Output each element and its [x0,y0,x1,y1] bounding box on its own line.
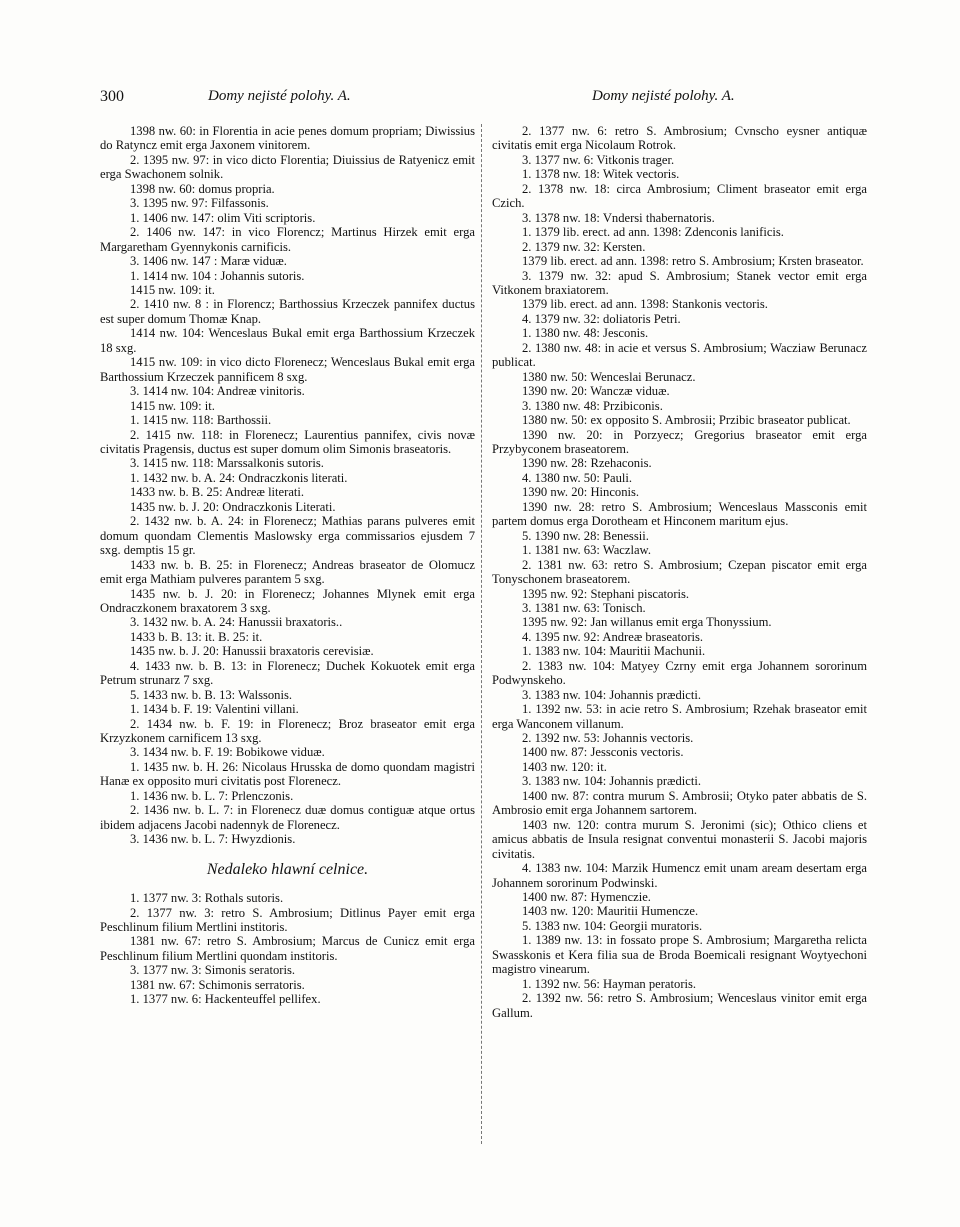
entry: 2. 1415 nw. 118: in Florenecz; Laurentius pannifex, civis novæ civitatis Pragensis, ductus est super domum olim Simonis braseatoris. [100,427,475,456]
entry: 1403 nw. 120: it. [522,759,607,774]
entry: 1400 nw. 87: contra murum S. Ambrosii; Otyko pater abbatis de S. Ambrosio emit erga Johannem sartorem. [492,788,867,818]
right-column [492,124,867,1020]
entry: 1. 1377 nw. 3: Rothals sutoris. [130,891,284,906]
entry: 2. 1432 nw. b. A. 24: in Florenecz; Mathias parans pulveres emit domum quondam Clementis Maslowsky erga commissarios ejusdem 7 sxg. demptis 15 gr. [100,514,475,558]
entry: 3. 1436 nw. b. L. 7: Hwyzdionis. [130,832,296,847]
entry: 3. 1383 nw. 104: Johannis prædicti. [522,687,701,702]
entry: 1390 nw. 20: Wanczæ viduæ. [522,384,670,399]
entry: 1379 lib. erect. ad ann. 1398: Stankonis vectoris. [522,297,768,312]
entry: 1. 1381 nw. 63: Waczlaw. [522,543,651,558]
left-column [100,124,475,1007]
entry: 3. 1434 nw. b. F. 19: Bobikowe viduæ. [130,745,325,760]
entry: 2. 1379 nw. 32: Kersten. [522,239,646,254]
entry: 1398 nw. 60: in Florentia in acie penes domum propriam; Diwissius do Ratyncz emit erga Jaxonem vinitorem. [100,124,475,153]
entry: 3. 1379 nw. 32: apud S. Ambrosium; Stanek vector emit erga Vitkonem braxiatorem. [492,268,867,297]
entry: 1415 nw. 109: in vico dicto Florenecz; Wenceslaus Bukal emit erga Barthossium Krzeczek pannificem 8 sxg. [100,355,475,384]
entry: 2. 1392 nw. 53: Johannis vectoris. [522,731,694,746]
entry: 4. 1383 nw. 104: Marzik Humencz emit unam aream desertam erga Johannem sororinum Podwinski. [492,861,867,890]
entry: 1390 nw. 28: Rzehaconis. [522,456,652,471]
entry: 1380 nw. 50: Wenceslai Berunacz. [522,369,696,384]
page-header [100,88,800,108]
entry: 4. 1380 nw. 50: Pauli. [522,470,633,485]
entry: 1. 1380 nw. 48: Jesconis. [522,326,649,341]
entry: 2. 1383 nw. 104: Matyey Czrny emit erga Johannem sororinum Podwynskeho. [492,658,867,688]
entry: 1381 nw. 67: retro S. Ambrosium; Marcus de Cunicz emit erga Peschlinum filium Mertlini quondam institoris. [100,934,475,963]
entry: 1. 1389 nw. 13: in fossato prope S. Ambrosium; Margaretha relicta Swasskonis et Kera filia sua de Broda Boemicali resignant Woytyechoni magistro vinearum. [492,933,867,977]
entry: 3. 1432 nw. b. A. 24: Hanussii braxatoris.. [130,615,343,630]
entry: 1435 nw. b. J. 20: Hanussii braxatoris cerevisiæ. [130,644,374,659]
entry: 1. 1383 nw. 104: Mauritii Machunii. [522,644,706,659]
entry: 4. 1379 nw. 32: doliatoris Petri. [522,311,681,326]
column-divider [481,124,482,1144]
entry: 1. 1392 nw. 53: in acie retro S. Ambrosium; Rzehak braseator emit erga Wanconem villanum. [492,702,867,731]
entry: 1400 nw. 87: Hymenczie. [522,890,651,905]
page-number: 300 [100,88,124,105]
entry: 2. 1392 nw. 56: retro S. Ambrosium; Wenceslaus vinitor emit erga Gallum. [492,991,867,1020]
entry: 1. 1406 nw. 147: olim Viti scriptoris. [130,210,316,225]
entry: 3. 1380 nw. 48: Przibiconis. [522,398,663,413]
entry: 3. 1414 nw. 104: Andreæ vinitoris. [130,384,305,399]
entry: 1433 b. B. 13: it. B. 25: it. [130,629,263,644]
entry: 2. 1410 nw. 8 : in Florencz; Barthossius Krzeczek pannifex ductus est super domum Thomæ Knap. [100,297,475,326]
entry: 3. 1383 nw. 104: Johannis prædicti. [522,774,701,789]
entry: 4. 1395 nw. 92: Andreæ braseatoris. [522,629,704,644]
entry: 2. 1434 nw. b. F. 19: in Florenecz; Broz braseator emit erga Krzyzkonem carnificem 13 sxg. [100,716,475,746]
entry: 2. 1381 nw. 63: retro S. Ambrosium; Czepan piscator emit erga Tonyschonem braseatorem. [492,557,867,587]
entry: 5. 1433 nw. b. B. 13: Walssonis. [130,687,293,702]
entry: 1433 nw. b. B. 25: Andreæ literati. [130,485,305,500]
entry: 1381 nw. 67: Schimonis serratoris. [130,977,305,992]
entry: 2. 1406 nw. 147: in vico Florencz; Martinus Hirzek emit erga Margaretham Gyennykonis carnificis. [100,225,475,254]
entry: 2. 1395 nw. 97: in vico dicto Florentia; Diuissius de Ratyenicz emit erga Swachonem solnik. [100,152,475,182]
entry: 1395 nw. 92: Jan willanus emit erga Thonyssium. [522,615,772,630]
entry: 1435 nw. b. J. 20: in Florenecz; Johannes Mlynek emit erga Ondraczkonem braxatorem 3 sxg. [100,586,475,615]
entry: 1379 lib. erect. ad ann. 1398: retro S. Ambrosium; Krsten braseator. [522,254,864,269]
entry: 1390 nw. 20: in Porzyecz; Gregorius braseator emit erga Przybyconem braseatorem. [492,427,867,456]
entry: 1395 nw. 92: Stephani piscatoris. [522,586,690,601]
entry: 1. 1379 lib. erect. ad ann. 1398: Zdenconis lanificis. [522,225,784,240]
section-title: Nedaleko hlawní celnice. [206,860,369,878]
entry: 2. 1377 nw. 3: retro S. Ambrosium; Ditlinus Payer emit erga Peschlinum filium Mertlini institoris. [100,905,475,935]
entry: 1415 nw. 109: it. [130,282,215,297]
entry: 1433 nw. b. B. 25: in Florenecz; Andreas braseator de Olomucz emit erga Mathiam pulveres parantem 5 sxg. [100,557,475,587]
entry: 1. 1434 b. F. 19: Valentini villani. [130,702,299,717]
entry: 3. 1377 nw. 6: Vitkonis trager. [522,152,675,167]
entry: 3. 1406 nw. 147 : Maræ viduæ. [130,254,287,269]
entry: 1. 1378 nw. 18: Witek vectoris. [522,167,680,182]
entry: 1403 nw. 120: contra murum S. Jeronimi (sic); Othico cliens et amicus abbatis de Insula resignat conventui monasterii S. Jacobi majoris civitatis. [492,817,867,861]
entry: 1. 1432 nw. b. A. 24: Ondraczkonis literati. [130,470,348,485]
entry: 1. 1436 nw. b. L. 7: Prlenczonis. [130,788,294,803]
entry: 5. 1383 nw. 104: Georgii muratoris. [522,918,703,933]
entry: 3. 1381 nw. 63: Tonisch. [522,600,646,615]
entry: 2. 1378 nw. 18: circa Ambrosium; Climent braseator emit erga Czich. [492,181,867,211]
entry: 5. 1390 nw. 28: Benessii. [522,528,649,543]
entry: 3. 1377 nw. 3: Simonis seratoris. [130,963,295,978]
entry: 1398 nw. 60: domus propria. [130,181,275,196]
entry: 2. 1380 nw. 48: in acie et versus S. Ambrosium; Wacziaw Berunacz publicat. [492,340,867,370]
entry: 1. 1415 nw. 118: Barthossii. [130,413,272,428]
entry: 1435 nw. b. J. 20: Ondraczkonis Literati. [130,499,336,514]
running-head-left: Domy nejisté polohy. A. [208,88,351,104]
entry: 1. 1435 nw. b. H. 26: Nicolaus Hrusska de domo quondam magistri Hanæ ex opposito muri civitatis post Florenecz. [100,759,475,789]
entry: 1403 nw. 120: Mauritii Humencze. [522,904,699,919]
entry: 1414 nw. 104: Wenceslaus Bukal emit erga Barthossium Krzeczek 18 sxg. [100,326,475,355]
entry: 4. 1433 nw. b. B. 13: in Florenecz; Duchek Kokuotek emit erga Petrum strunarz 7 sxg. [100,658,475,688]
entry: 2. 1377 nw. 6: retro S. Ambrosium; Cvnscho eysner antiquæ civitatis emit erga Nicolaum Rotrok. [492,124,867,153]
entry: 1. 1414 nw. 104 : Johannis sutoris. [130,268,305,283]
entry: 1390 nw. 28: retro S. Ambrosium; Wenceslaus Massconis emit partem domus erga Dorotheam et Hinconem maritum ejus. [492,499,867,529]
entry: 2. 1436 nw. b. L. 7: in Florenecz duæ domus contiguæ atque ortus ibidem adjacens Jacobi nadennyk de Florenecz. [100,803,475,832]
entry: 1380 nw. 50: ex opposito S. Ambrosii; Przibic braseator publicat. [522,413,851,428]
entry: 3. 1395 nw. 97: Filfassonis. [130,196,269,211]
entry: 3. 1378 nw. 18: Vndersi thabernatoris. [522,210,715,225]
entry: 1415 nw. 109: it. [130,398,215,413]
entry: 1400 nw. 87: Jessconis vectoris. [522,745,684,760]
entry: 3. 1415 nw. 118: Marssalkonis sutoris. [130,456,324,471]
running-head-right: Domy nejisté polohy. A. [592,88,735,104]
entry: 1. 1392 nw. 56: Hayman peratoris. [522,976,697,991]
entry: 1390 nw. 20: Hinconis. [522,485,640,500]
entry: 1. 1377 nw. 6: Hackenteuffel pellifex. [130,992,321,1007]
